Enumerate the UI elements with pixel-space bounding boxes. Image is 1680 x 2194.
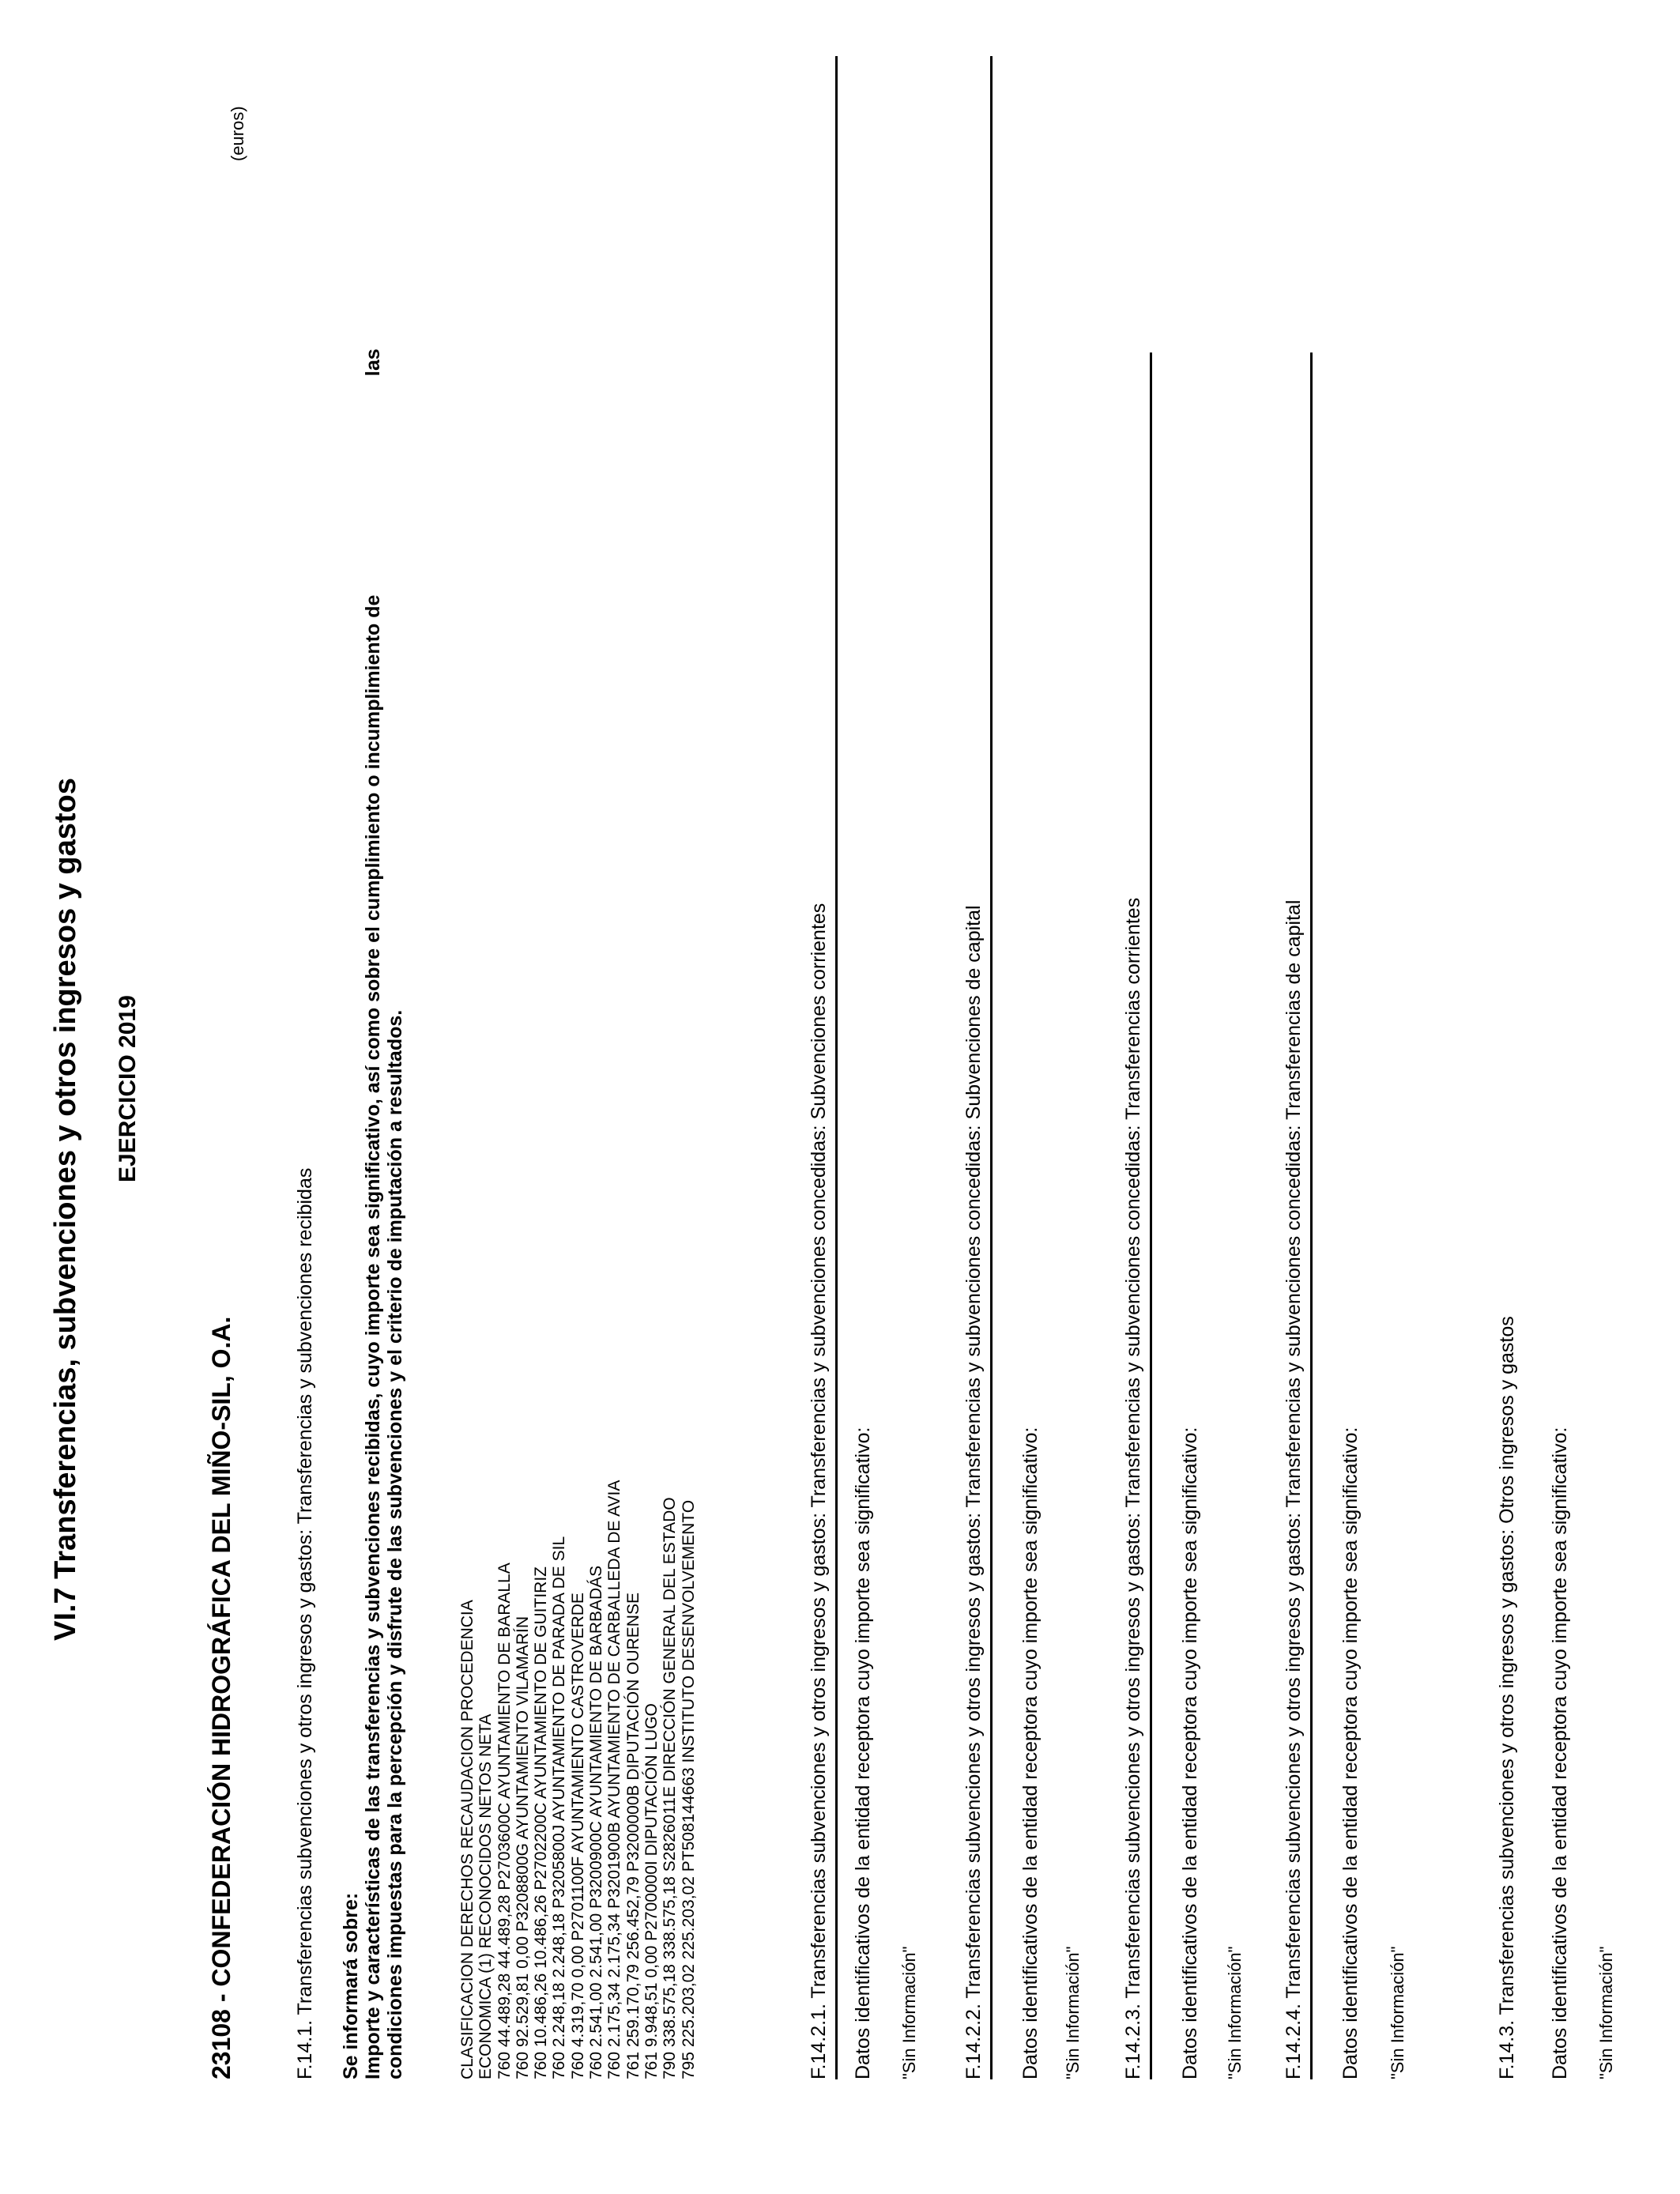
table-header-line: ECONOMICA (1) RECONOCIDOS NETOS NETA bbox=[477, 1713, 495, 2079]
ejercicio-label: EJERCICIO 2019 bbox=[115, 995, 141, 1182]
section-rule bbox=[1310, 352, 1313, 2079]
table-row: 760 44.489,28 44.489,28 P2703600C AYUNTAMIENTO DE BARALLA bbox=[495, 1563, 514, 2079]
datos-label: Datos identificativos de la entidad receptora cuyo importe sea significativo: bbox=[1019, 1427, 1042, 2079]
section-heading-f141: F.14.1. Transferencias subvenciones y otros ingresos y gastos: Transferencias y subvenciones recibidas bbox=[294, 1167, 316, 2079]
section-heading-f1422: F.14.2.2. Transferencias subvenciones y otros ingresos y gastos: Transferencias y subvenciones concedidas: Subvenciones de capital bbox=[962, 905, 985, 2079]
section-heading-f1424: F.14.2.4. Transferencias subvenciones y otros ingresos y gastos: Transferencias y subvenciones concedidas: Transferencias de capital bbox=[1283, 899, 1305, 2079]
entity-name: 23108 - CONFEDERACIÓN HIDROGRÁFICA DEL MIÑO-SIL, O.A. bbox=[207, 1316, 235, 2079]
sin-informacion: "Sin Información" bbox=[1596, 1946, 1616, 2079]
table-row: 795 225.203,02 225.203,02 PT508144663 INSTITUTO DESENVOLVEMENTO bbox=[679, 1499, 698, 2079]
currency-unit: (euros) bbox=[228, 106, 247, 161]
table-row: 761 9.948,51 0,00 P2700000I DIPUTACIÓN LUGO bbox=[642, 1703, 661, 2079]
section-rule bbox=[835, 56, 838, 2079]
transfer-table bbox=[458, 1480, 698, 2079]
table-row: 760 2.248,18 2.248,18 P3205800J AYUNTAMIENTO DE PARADA DE SIL bbox=[550, 1536, 569, 2079]
f141-description-line2: condiciones impuestas para la percepción y disfrute de las subvenciones y el criterio de imputación a resultados. bbox=[384, 1009, 406, 2079]
table-row: 760 2.541,00 2.541,00 P3200900C AYUNTAMIENTO DE BARBADÁS bbox=[587, 1565, 606, 2079]
section-heading-f1421: F.14.2.1. Transferencias subvenciones y otros ingresos y gastos: Transferencias y subvenciones concedidas: Subvenciones corrientes bbox=[808, 903, 830, 2079]
sin-informacion: "Sin Información" bbox=[899, 1946, 919, 2079]
datos-label: Datos identificativos de la entidad receptora cuyo importe sea significativo: bbox=[1339, 1427, 1362, 2079]
datos-label: Datos identificativos de la entidad receptora cuyo importe sea significativo: bbox=[1549, 1427, 1571, 2079]
page-title: VI.7 Transferencias, subvenciones y otros ingresos y gastos bbox=[49, 778, 82, 1641]
table-row: 760 92.529,81 0,00 P3208800G AYUNTAMIENTO VILAMARÍN bbox=[513, 1616, 532, 2079]
section-rule bbox=[1150, 352, 1152, 2079]
datos-label: Datos identificativos de la entidad receptora cuyo importe sea significativo: bbox=[1179, 1427, 1201, 2079]
sin-informacion: "Sin Información" bbox=[1063, 1946, 1083, 2079]
table-row: 790 338.575,18 338.575,18 S2826011E DIRECCIÓN GENERAL DEL ESTADO bbox=[661, 1497, 680, 2079]
sin-informacion: "Sin Información" bbox=[1388, 1946, 1407, 2079]
f141-description-las: las bbox=[362, 349, 384, 376]
table-row: 760 2.175,34 2.175,34 P3201900B AYUNTAMIENTO DE CARBALLEDA DE AVIA bbox=[605, 1480, 624, 2079]
datos-label: Datos identificativos de la entidad receptora cuyo importe sea significativo: bbox=[852, 1427, 874, 2079]
table-row: 761 259.170,79 256.452,79 P3200000B DIPUTACIÓN OURENSE bbox=[623, 1593, 642, 2079]
sin-informacion: "Sin Información" bbox=[1225, 1946, 1245, 2079]
f141-description-line1: Importe y características de las transferencias y subvenciones recibidas, cuyo importe sea significativo, así como sobre el cumplimiento o incumplimiento de bbox=[362, 594, 384, 2079]
table-row: 760 4.319,70 0,00 P2701100F AYUNTAMIENTO CASTROVERDE bbox=[568, 1593, 587, 2079]
section-heading-f143: F.14.3. Transferencias subvenciones y otros ingresos y gastos: Otros ingresos y gastos bbox=[1496, 1316, 1518, 2079]
section-rule bbox=[990, 56, 993, 2079]
table-header-line: CLASIFICACION DERECHOS RECAUDACION PROCEDENCIA bbox=[458, 1600, 477, 2079]
section-heading-f1423: F.14.2.3. Transferencias subvenciones y otros ingresos y gastos: Transferencias y subvenciones concedidas: Transferencias corrientes bbox=[1122, 897, 1144, 2079]
informara-label: Se informará sobre: bbox=[340, 1892, 362, 2079]
table-row: 760 10.486,26 10.486,26 P2702200C AYUNTAMIENTO DE GUITIRIZ bbox=[532, 1566, 551, 2079]
